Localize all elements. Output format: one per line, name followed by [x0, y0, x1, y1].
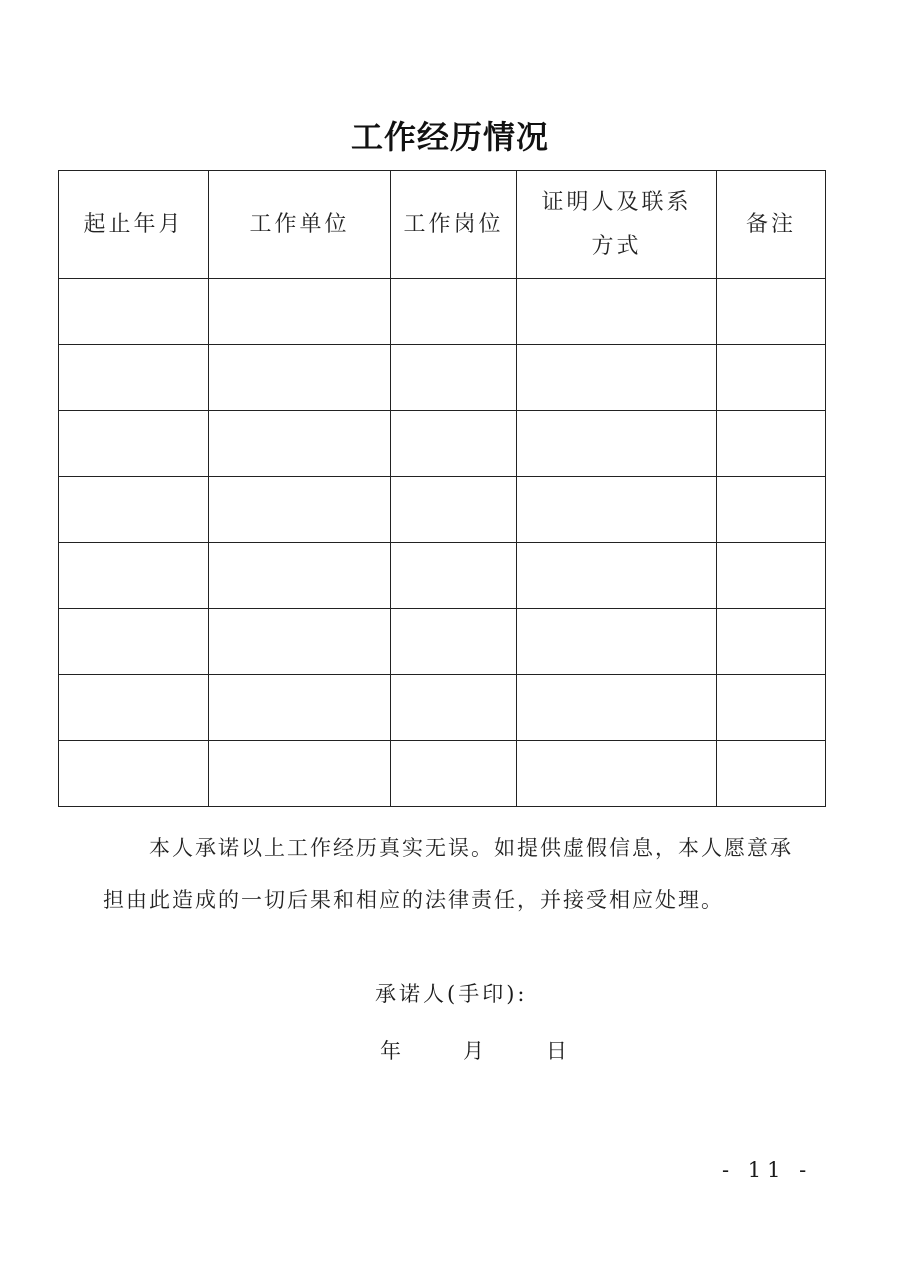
table-cell: [209, 345, 391, 411]
table-cell: [717, 675, 826, 741]
table-row: [59, 411, 826, 477]
table-cell: [391, 543, 517, 609]
table-row: [59, 279, 826, 345]
table-cell: [391, 345, 517, 411]
table-row: [59, 675, 826, 741]
header-position: 工作岗位: [391, 171, 517, 279]
table-cell: [209, 411, 391, 477]
table-cell: [717, 279, 826, 345]
table-cell: [517, 411, 717, 477]
table-cell: [717, 741, 826, 807]
table-cell: [717, 609, 826, 675]
header-period: 起止年月: [59, 171, 209, 279]
page-number: - 11 -: [722, 1158, 813, 1182]
table-cell: [391, 609, 517, 675]
table-cell: [209, 543, 391, 609]
table-cell: [59, 279, 209, 345]
table-cell: [391, 741, 517, 807]
header-contact-line2: 方式: [591, 233, 642, 259]
table-cell: [517, 741, 717, 807]
table-cell: [209, 741, 391, 807]
table-cell: [517, 477, 717, 543]
table-cell: [59, 543, 209, 609]
table-cell: [517, 543, 717, 609]
table-row: [59, 741, 826, 807]
table-cell: [717, 543, 826, 609]
date-day-label: 日: [546, 1039, 567, 1063]
table-cell: [209, 477, 391, 543]
table-cell: [717, 345, 826, 411]
table-header-row: [59, 171, 826, 279]
table-cell: [517, 675, 717, 741]
table-cell: [209, 279, 391, 345]
table-cell: [717, 411, 826, 477]
date-month-label: 月: [463, 1039, 484, 1063]
page-title: 工作经历情况: [350, 118, 549, 156]
header-employer: 工作单位: [209, 171, 391, 279]
table-cell: [59, 477, 209, 543]
table-cell: [59, 741, 209, 807]
table-cell: [391, 675, 517, 741]
table-cell: [517, 345, 717, 411]
table-cell: [391, 411, 517, 477]
table-cell: [391, 279, 517, 345]
table-cell: [209, 675, 391, 741]
table-cell: [59, 609, 209, 675]
table-row: [59, 477, 826, 543]
header-remarks: 备注: [717, 171, 826, 279]
signature-date: [380, 1035, 567, 1065]
table-cell: [59, 675, 209, 741]
table-cell: [391, 477, 517, 543]
header-contact: [517, 171, 717, 279]
pledge-text: 本人承诺以上工作经历真实无误。如提供虚假信息，本人愿意承担由此造成的一切后果和相应的法律责任，并接受相应处理。: [103, 836, 793, 912]
table-cell: [717, 477, 826, 543]
table-cell: [517, 279, 717, 345]
table-cell: [517, 609, 717, 675]
work-history-table: [58, 170, 826, 807]
table-cell: [59, 345, 209, 411]
pledge-statement: [103, 822, 793, 926]
table-cell: [209, 609, 391, 675]
signer-label: 承诺人(手印):: [375, 982, 528, 1006]
table-row: [59, 345, 826, 411]
table-row: [59, 543, 826, 609]
table-cell: [59, 411, 209, 477]
date-year-label: 年: [380, 1039, 401, 1063]
header-contact-line1: 证明人及联系: [541, 189, 692, 215]
table-body: [59, 279, 826, 807]
table-row: [59, 609, 826, 675]
